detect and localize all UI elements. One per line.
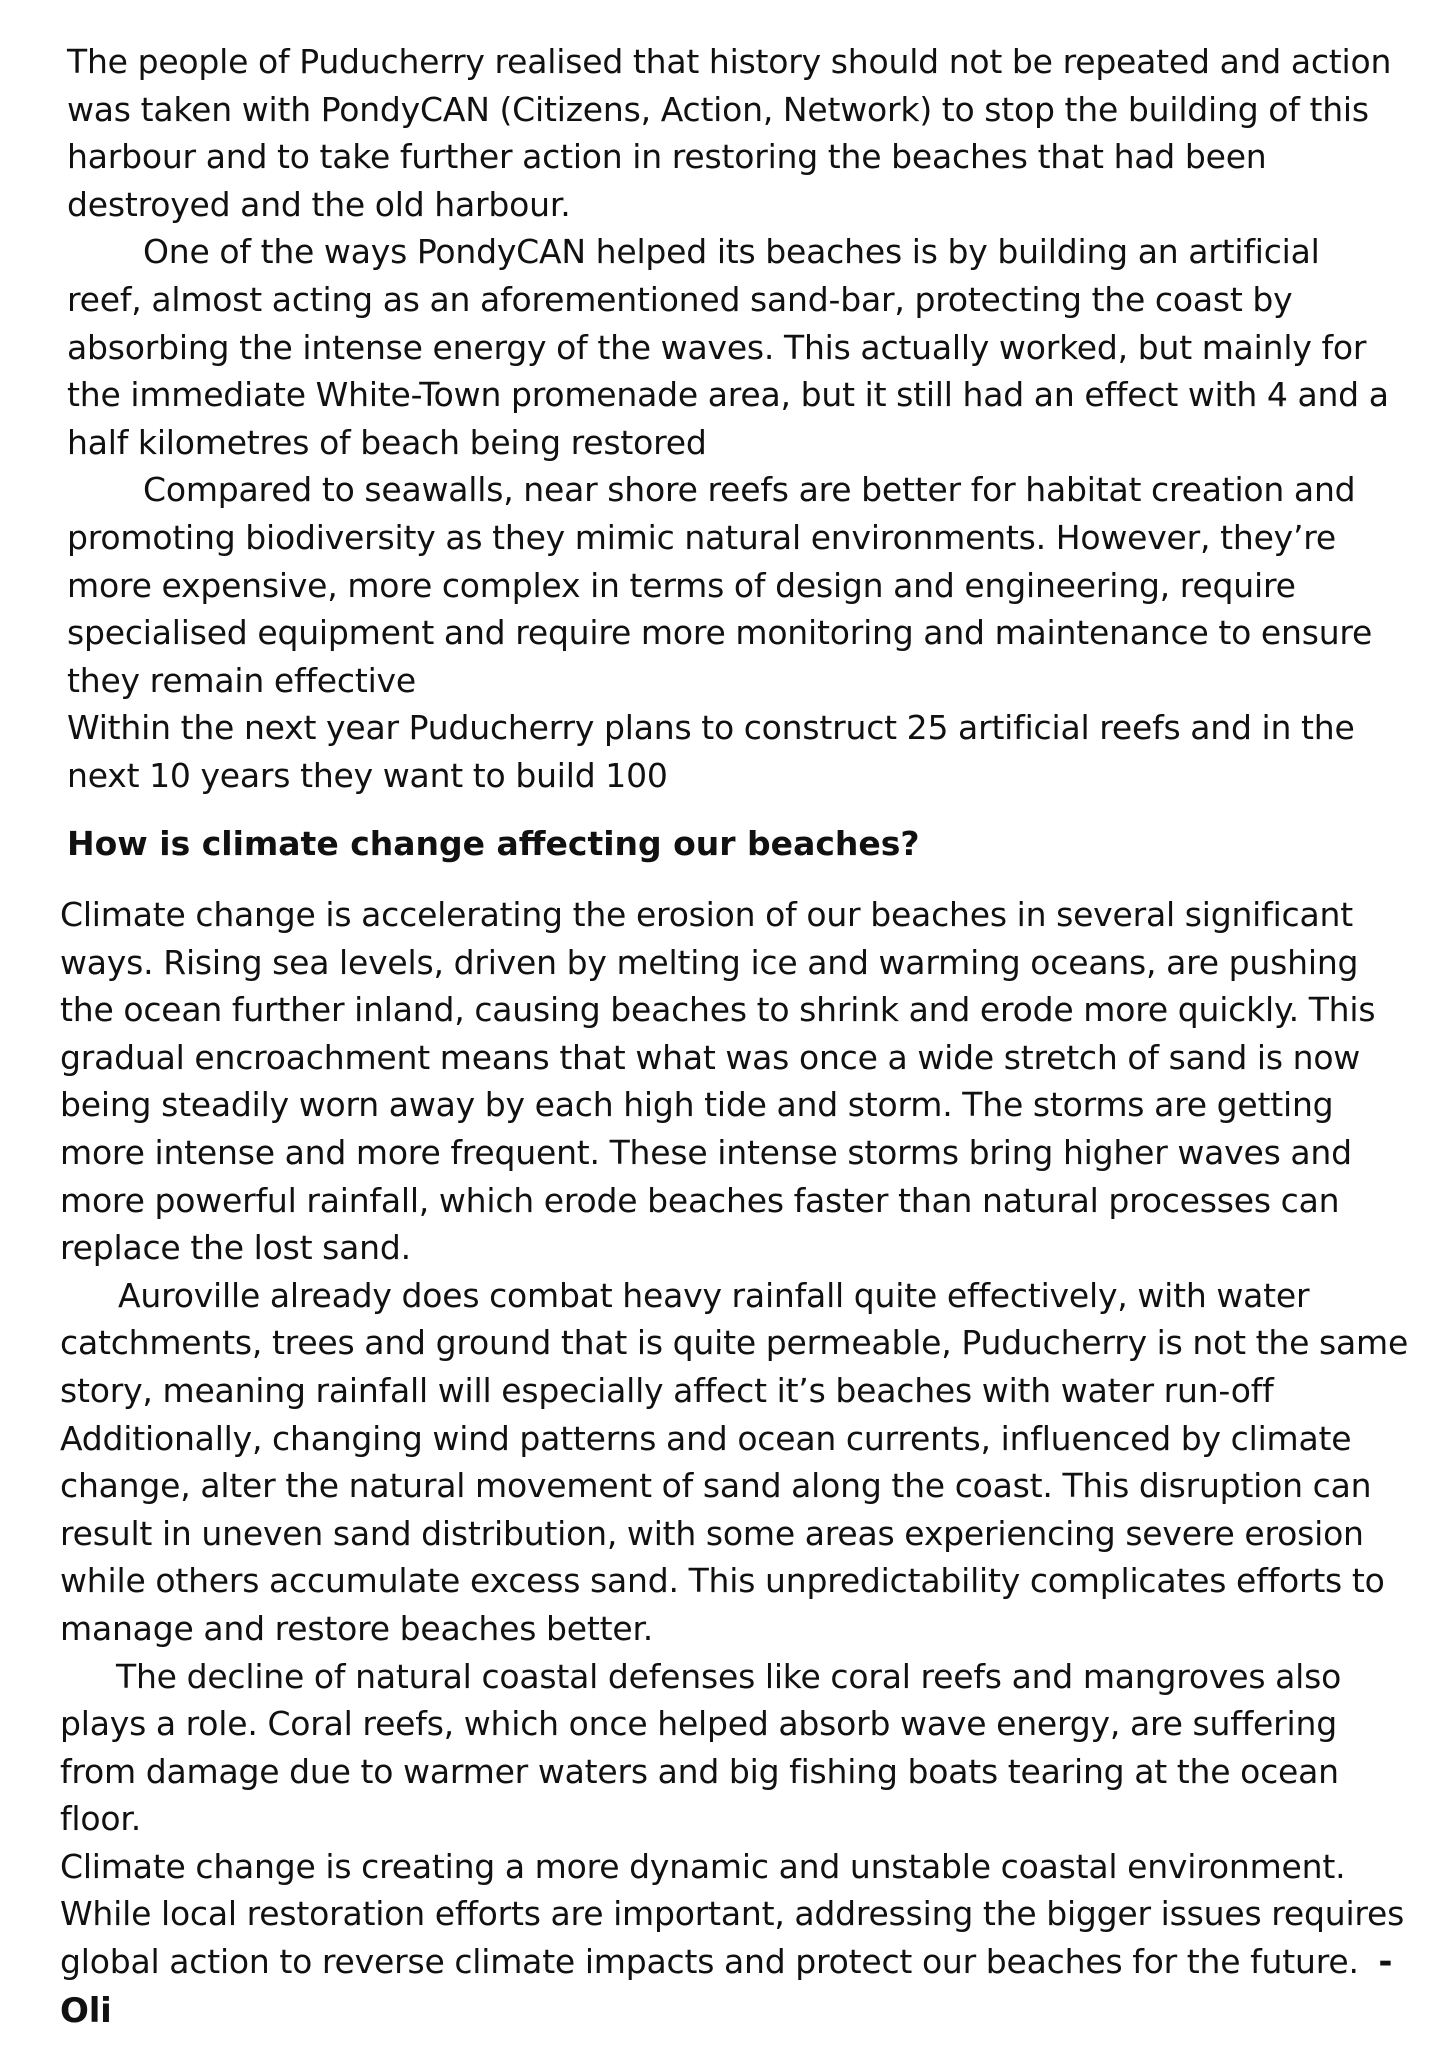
paragraph: One of the ways PondyCAN helped its beaches is by building an artificial reef, almost acting as an aforementioned sand-bar, protecting the coast by absorbing the intense energy of the waves. This actually worked, but mainly for the immediate White-Town promenade area, but it still had an effect with 4 and a half kilometres of beach being restored — [67, 232, 1389, 462]
paragraph-final — [60, 1843, 1410, 2035]
paragraph: Compared to seawalls, near shore reefs are better for habitat creation and promoting biodiversity as they mimic natural environments. However, they’re more expensive, more complex in terms of design and engineering, require specialised equipment and require more monitoring and maintenance to ensure they remain effective — [67, 470, 1373, 700]
paragraph: Additionally, changing wind patterns and ocean currents, influenced by climate change, alter the natural movement of sand along the coast. This disruption can result in uneven sand distribution, with some areas experiencing severe erosion while others accumulate excess sand. This unpredictability complicates efforts to manage and restore beaches better. — [60, 1418, 1385, 1648]
paragraph: The people of Puducherry realised that history should not be repeated and action was taken with PondyCAN (Citizens, Action, Network) to stop the building of this harbour and to take further action in restoring the beaches that had been destroyed and the old harbour. — [67, 42, 1392, 224]
paragraph: The decline of natural coastal defenses like coral reefs and mangroves also plays a role. Coral reefs, which once helped absorb wave energy, are suffering from damage due to warmer waters and big fishing boats tearing at the ocean floor. — [60, 1656, 1342, 1839]
author-signature: -Oli — [60, 1942, 1393, 2031]
paragraph: Within the next year Puducherry plans to construct 25 artificial reefs and in the next 10 years they want to build 100 — [67, 708, 1355, 795]
section-climate-change — [60, 891, 1410, 2035]
section-pondycan — [67, 38, 1397, 800]
paragraph-text: Climate change is creating a more dynamic and unstable coastal environment. While local restoration efforts are important, addressing the bigger issues requires global action to reverse climate impacts and protect our beaches for the future. — [60, 1846, 1405, 1982]
paragraph: Climate change is accelerating the erosion of our beaches in several significant ways. Rising sea levels, driven by melting ice and warming oceans, are pushing the ocean further inland, causing beaches to shrink and erode more quickly. This gradual encroachment means that what was once a wide stretch of sand is now being steadily worn away by each high tide and storm. The storms are getting more intense and more frequent. These intense storms bring higher waves and more powerful rainfall, which erode beaches faster than natural processes can replace the lost sand. — [60, 895, 1376, 1268]
section-heading: How is climate change affecting our beaches? — [67, 824, 920, 863]
paragraph: Auroville already does combat heavy rainfall quite effectively, with water catchments, trees and ground that is quite permeable, Puducherry is not the same story, meaning rainfall will especially affect it’s beaches with water run-off — [60, 1275, 1409, 1410]
